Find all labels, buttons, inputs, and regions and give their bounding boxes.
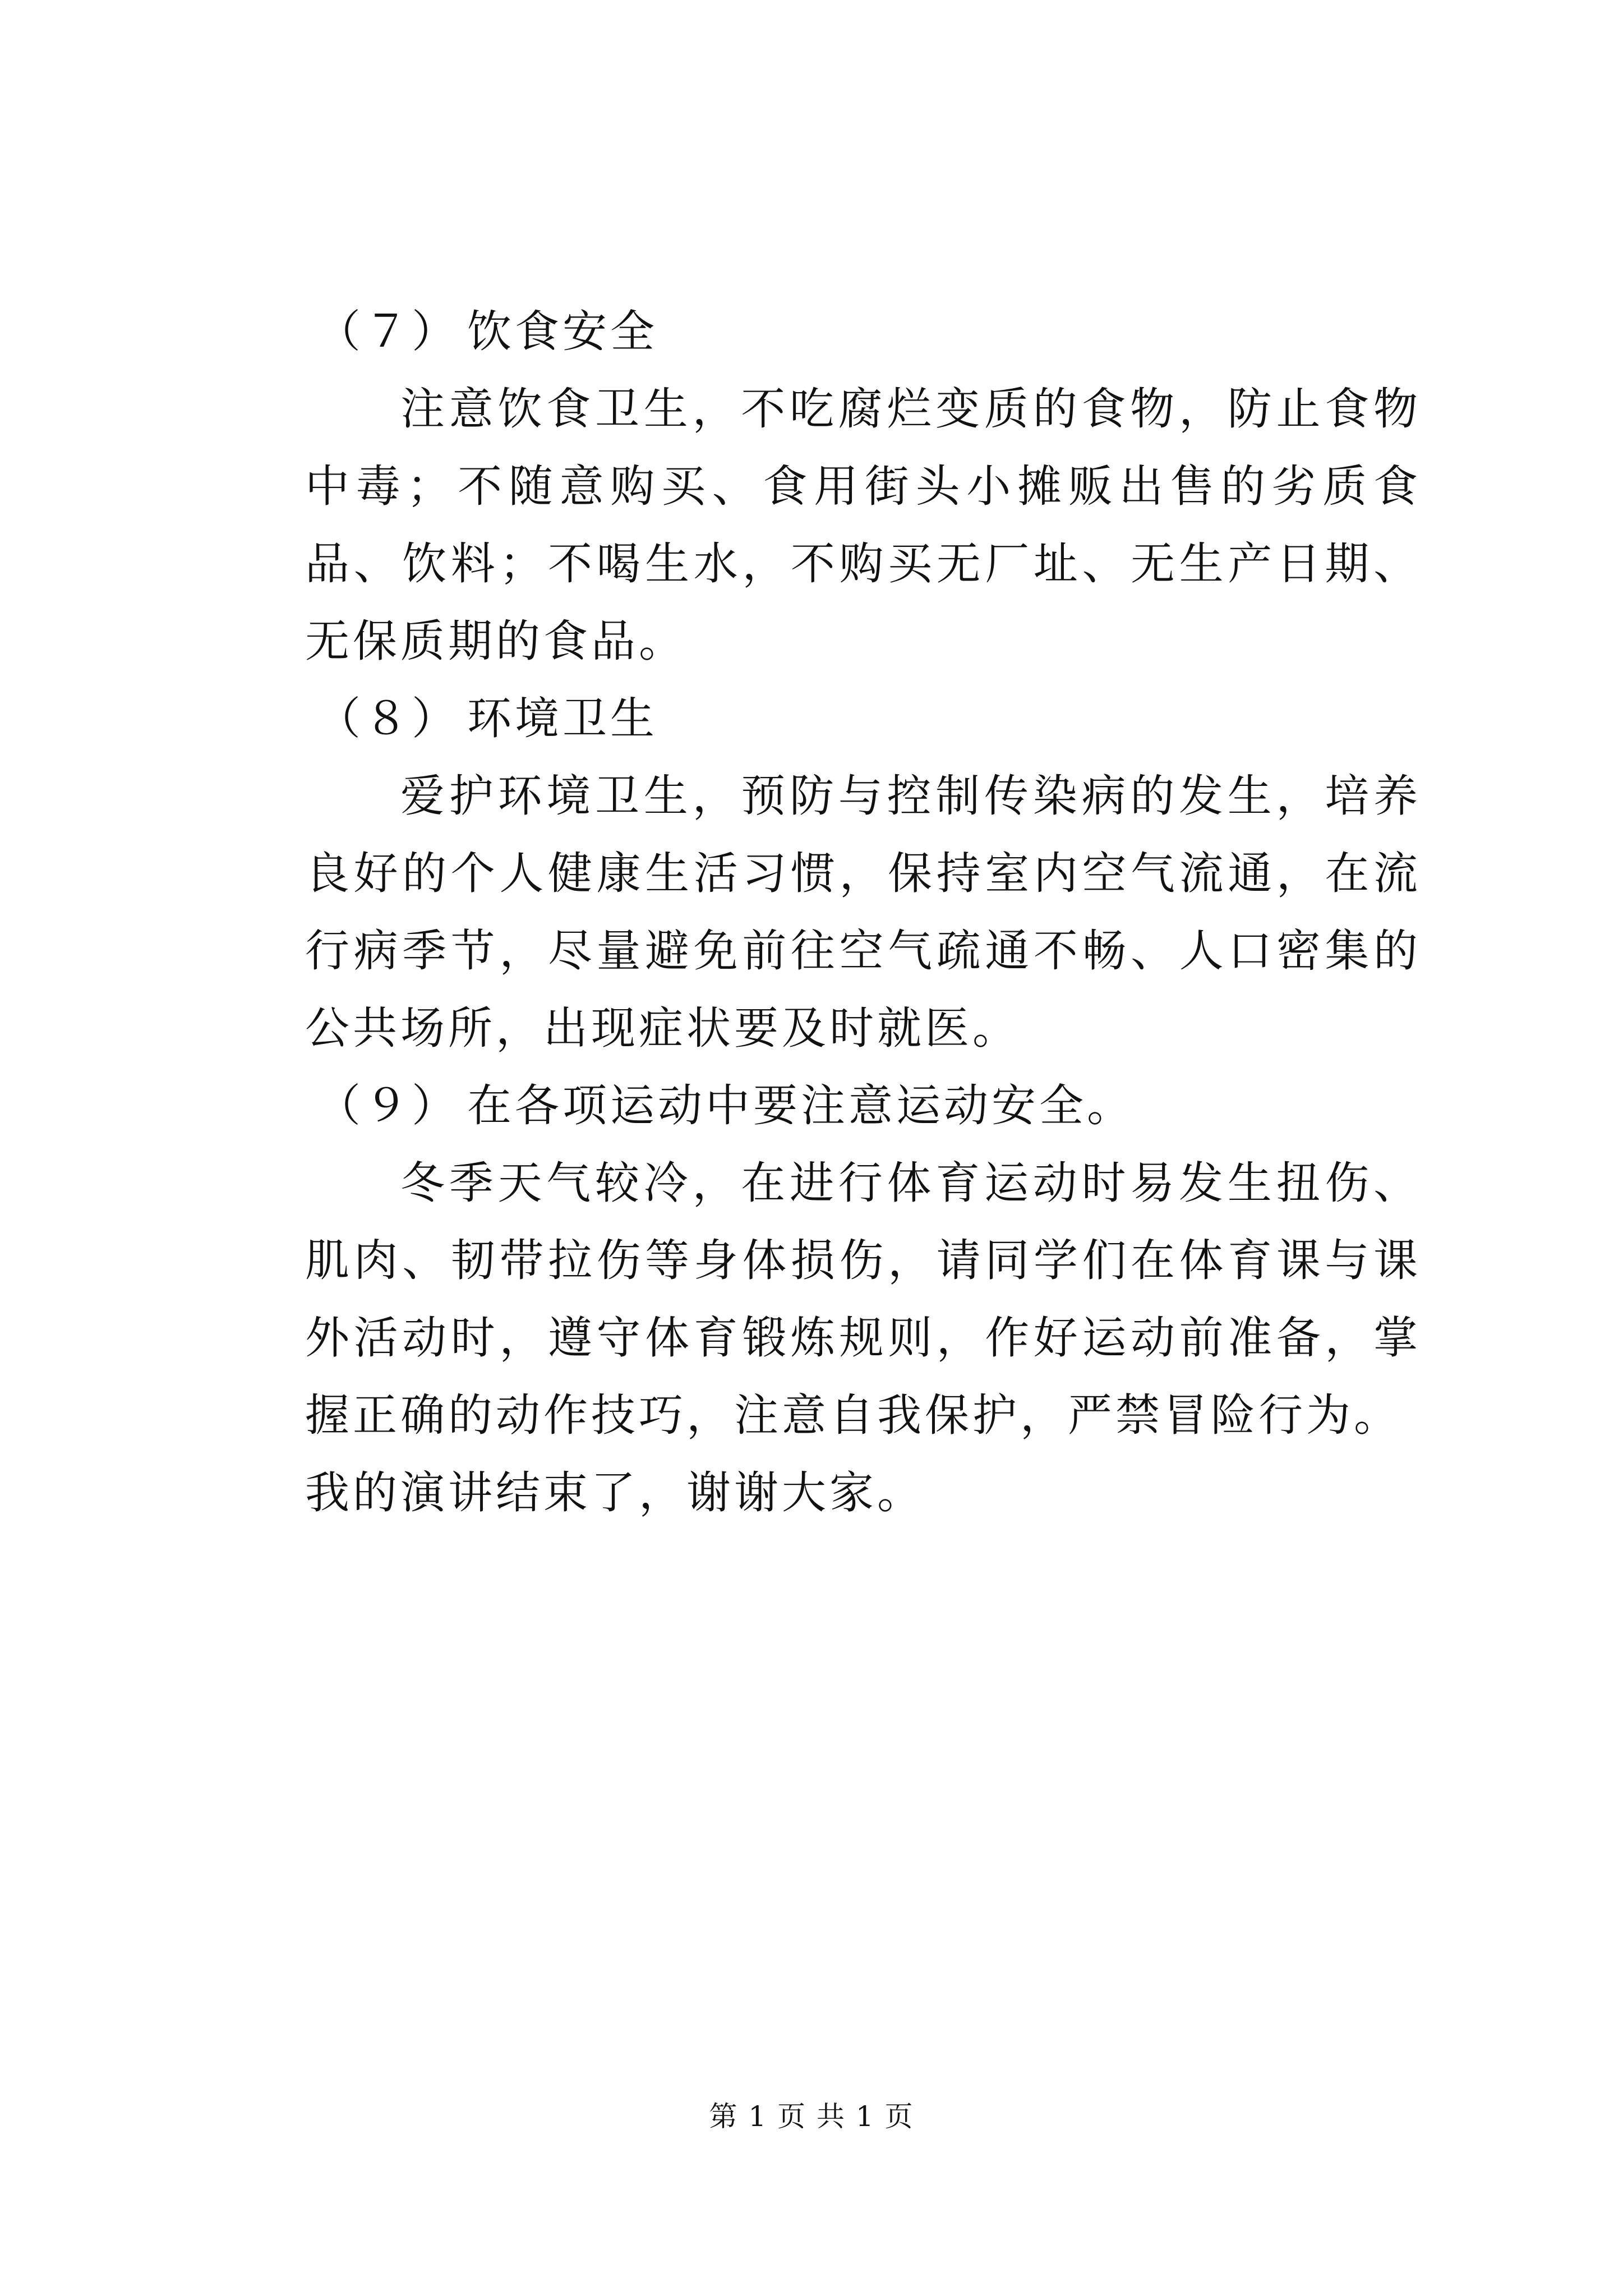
section-paragraph: 爱护环境卫生，预防与控制传染病的发生，培养良好的个人健康生活习惯，保持室内空气流通，在流行病季节，尽量避免前往空气疏通不畅、人口密集的公共场所，出现症状要及时就医。 — [305, 770, 1421, 1054]
section-paragraph: 冬季天气较冷，在进行体育运动时易发生扭伤、肌肉、韧带拉伤等身体损伤，请同学们在体育课与课外活动时，遵守体育锻炼规则，作好运动前准备，掌握正确的动作技巧，注意自我保护，严禁冒险行为。 — [305, 1157, 1421, 1441]
closing-line: 我的演讲结束了，谢谢大家。 — [305, 1467, 925, 1519]
document-body — [305, 293, 1421, 1531]
section-number: （８） — [316, 693, 459, 744]
section-paragraph: 注意饮食卫生，不吃腐烂变质的食物，防止食物中毒；不随意购买、食用街头小摊贩出售的劣质食品、饮料；不喝生水，不购买无厂址、无生产日期、无保质期的食品。 — [305, 383, 1421, 667]
section-title: 在各项运动中要注意运动安全。 — [467, 1080, 1135, 1131]
section-number: （７） — [316, 306, 459, 357]
page-number-footer: 第 1 页 共 1 页 — [709, 2100, 914, 2133]
section-title: 饮食安全 — [467, 306, 658, 357]
section-heading — [305, 1067, 1421, 1144]
section-number: （９） — [316, 1080, 459, 1131]
section-9 — [305, 1067, 1421, 1454]
section-8 — [305, 680, 1421, 1067]
section-heading — [305, 293, 1421, 370]
section-title: 环境卫生 — [467, 693, 658, 744]
section-heading — [305, 680, 1421, 757]
section-7 — [305, 293, 1421, 680]
